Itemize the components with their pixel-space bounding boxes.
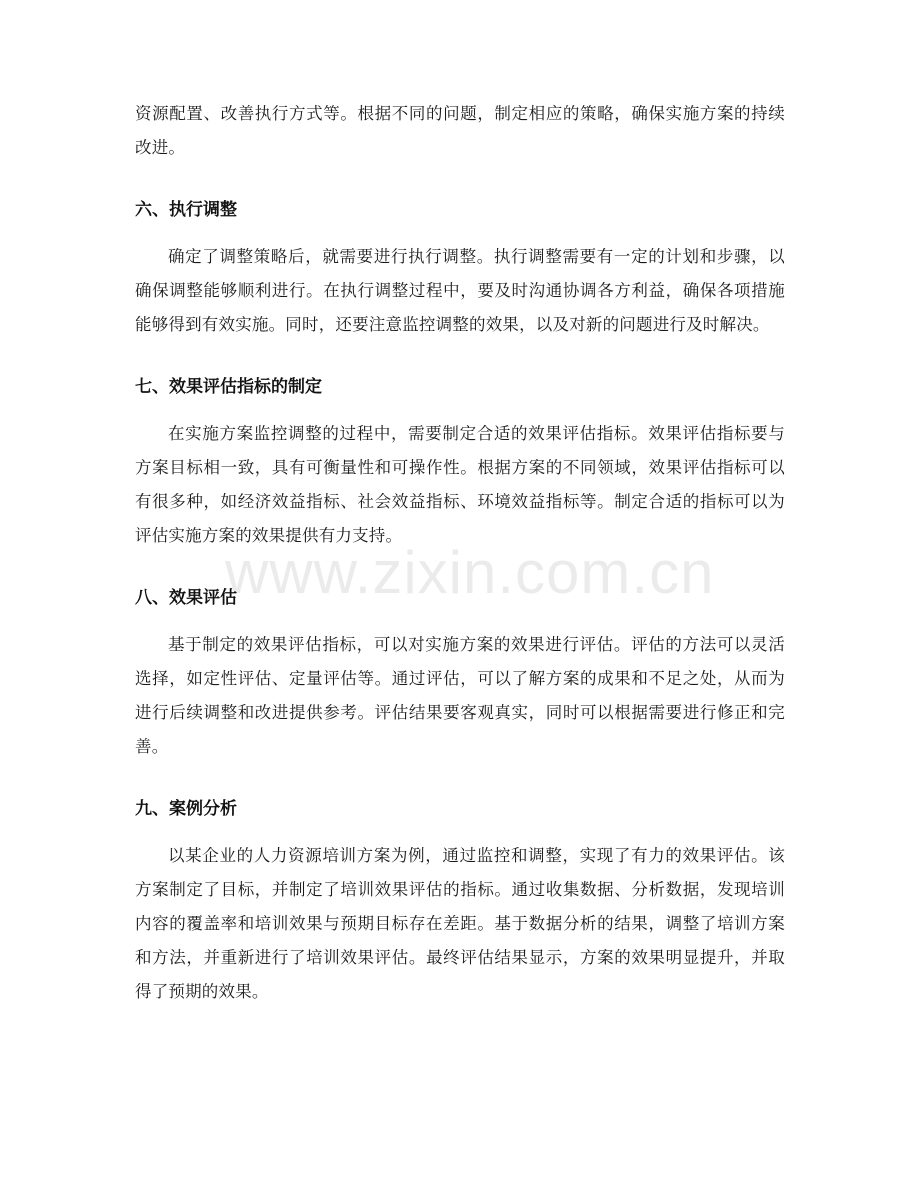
intro-paragraph: 资源配置、改善执行方式等。根据不同的问题，制定相应的策略，确保实施方案的持续改进。 <box>135 104 785 157</box>
section-body-8: 基于制定的效果评估指标，可以对实施方案的效果进行评估。评估的方法可以灵活选择，如定性评估、定量评估等。通过评估，可以了解方案的成果和不足之处，从而为进行后续调整和改进提供参考。评估结果要客观真实，同时可以根据需要进行修正和完善。 <box>135 635 785 756</box>
document-content <box>135 97 785 1009</box>
section-body-9: 以某企业的人力资源培训方案为例，通过监控和调整，实现了有力的效果评估。该方案制定了目标，并制定了培训效果评估的指标。通过收集数据、分析数据，发现培训内容的覆盖率和培训效果与预期目标存在差距。基于数据分析的结果，调整了培训方案和方法，并重新进行了培训效果评估。最终评估结果显示，方案的效果明显提升，并取得了预期的效果。 <box>135 846 785 1001</box>
section-heading-7: 七、效果评估指标的制定 <box>135 377 322 397</box>
section-body-6: 确定了调整策略后，就需要进行执行调整。执行调整需要有一定的计划和步骤，以确保调整能够顺利进行。在执行调整过程中，要及时沟通协调各方利益，确保各项措施能够得到有效实施。同时，还要注意监控调整的效果，以及对新的问题进行及时解决。 <box>135 247 785 334</box>
section-heading-6: 六、执行调整 <box>135 200 237 220</box>
section-body-7: 在实施方案监控调整的过程中，需要制定合适的效果评估指标。效果评估指标要与方案目标相一致，具有可衡量性和可操作性。根据方案的不同领域，效果评估指标可以有很多种，如经济效益指标、社会效益指标、环境效益指标等。制定合适的指标可以为评估实施方案的效果提供有力支持。 <box>135 424 785 545</box>
section-heading-8: 八、效果评估 <box>135 588 237 608</box>
watermark: www.zixin.com.cn <box>225 539 715 606</box>
section-heading-9: 九、案例分析 <box>135 799 237 819</box>
